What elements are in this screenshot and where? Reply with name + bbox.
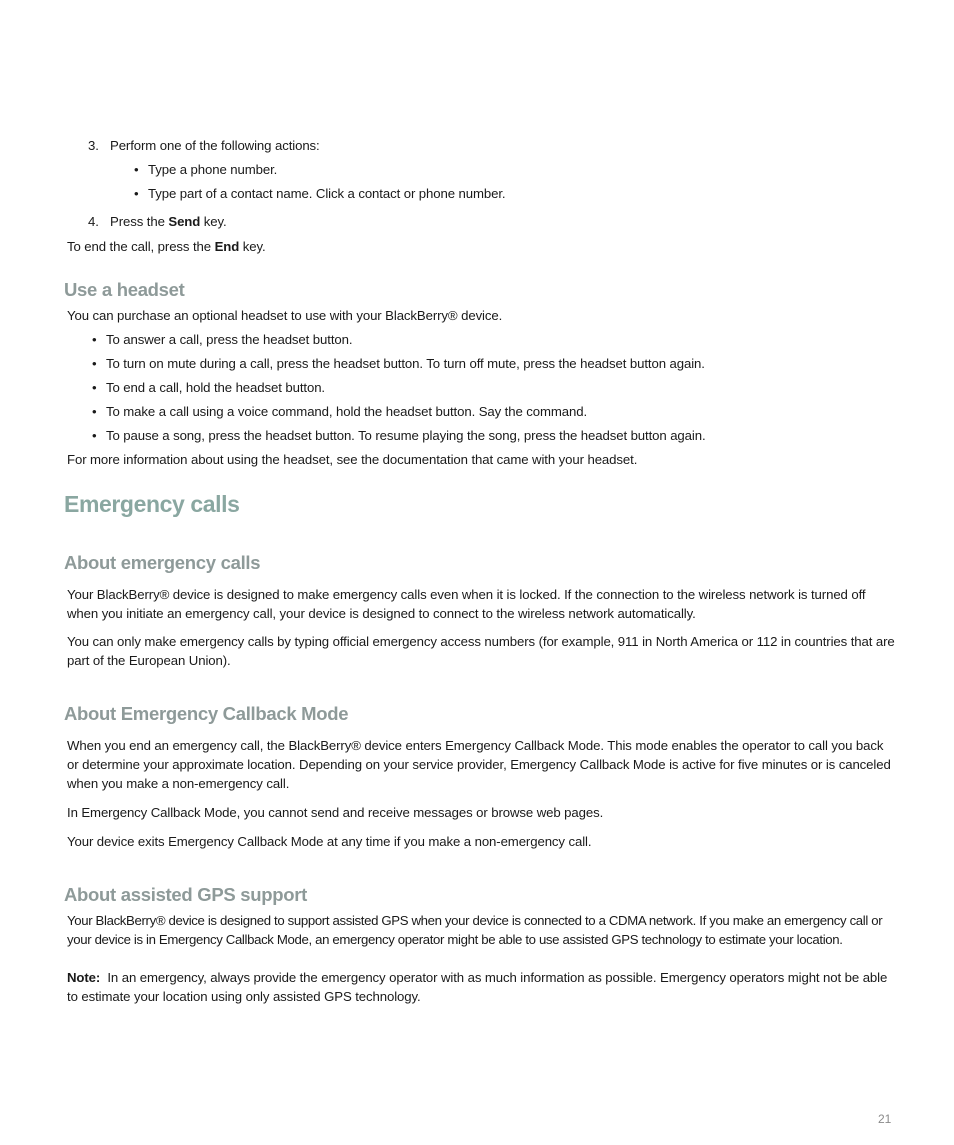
note-text: In an emergency, always provide the emergency operator with as much information as possible. Emergency operators might not be able to estimate your location using only assisted GPS technology. (67, 970, 888, 1004)
page-number: 21 (878, 1112, 892, 1126)
headset-outro: For more information about using the headset, see the documentation that came with your headset. (67, 452, 638, 467)
gps-note (67, 968, 897, 1006)
callback-p3: Your device exits Emergency Callback Mode at any time if you make a non-emergency call. (67, 834, 592, 849)
list-item-text: To make a call using a voice command, hold the headset button. Say the command. (106, 404, 588, 419)
list-item-text: Type part of a contact name. Click a contact or phone number. (148, 186, 506, 201)
callback-p1: When you end an emergency call, the BlackBerry® device enters Emergency Callback Mode. This mode enables the operator to call you back or determine your approximate location. Depending on your service provider, Emergency Callback Mode is active for five minutes or is canceled when you make a non-emergency call. (67, 738, 891, 791)
section-heading-headset: Use a headset (64, 279, 185, 300)
list-item (134, 184, 506, 203)
end-call-text (67, 237, 266, 256)
list-item-text: To answer a call, press the headset button. (106, 332, 353, 347)
list-item (92, 330, 352, 349)
chapter-heading-emergency: Emergency calls (64, 491, 240, 517)
bullet-icon: • (134, 186, 139, 201)
step-text: Press the (110, 214, 169, 229)
about-emergency-p1: Your BlackBerry® device is designed to make emergency calls even when it is locked. If the connection to the wireless network is turned off when you initiate an emergency call, your device is designed to connect to the wireless network automatically. (67, 587, 866, 621)
step-text: key. (200, 214, 227, 229)
gps-p1: Your BlackBerry® device is designed to support assisted GPS when your device is connected to a CDMA network. If you make an emergency call or your device is in Emergency Callback Mode, an emergency operator might be able to use assisted GPS technology to estimate your location. (67, 913, 883, 947)
list-item-text: To pause a song, press the headset button. To resume playing the song, press the headset button again. (106, 428, 706, 443)
bullet-icon: • (92, 428, 97, 443)
text-pre: To end the call, press the (67, 239, 215, 254)
bullet-icon: • (92, 404, 97, 419)
headset-intro: You can purchase an optional headset to use with your BlackBerry® device. (67, 308, 503, 323)
section-heading-about-emergency: About emergency calls (64, 552, 261, 573)
bullet-icon: • (92, 356, 97, 371)
bullet-icon: • (92, 380, 97, 395)
bullet-icon: • (134, 162, 139, 177)
list-item (92, 378, 325, 397)
list-item-text: To end a call, hold the headset button. (106, 380, 325, 395)
about-emergency-p2: You can only make emergency calls by typing official emergency access numbers (for example, 911 in North America or 112 in countries that are part of the European Union). (67, 634, 895, 668)
bullet-icon: • (92, 332, 97, 347)
step-number: 3. (88, 138, 99, 153)
key-name: Send (168, 214, 201, 229)
key-name: End (214, 239, 240, 254)
list-item (92, 354, 705, 373)
step-4 (88, 212, 227, 231)
step-number: 4. (88, 214, 99, 229)
step-3 (88, 136, 320, 155)
list-item-text: To turn on mute during a call, press the headset button. To turn off mute, press the headset button again. (106, 356, 705, 371)
list-item (92, 402, 587, 421)
list-item (92, 426, 706, 445)
text-post: key. (239, 239, 266, 254)
note-label: Note: (67, 970, 101, 985)
section-heading-callback: About Emergency Callback Mode (64, 703, 349, 724)
callback-p2: In Emergency Callback Mode, you cannot send and receive messages or browse web pages. (67, 805, 604, 820)
step-text: Perform one of the following actions: (110, 138, 320, 153)
list-item-text: Type a phone number. (148, 162, 278, 177)
section-heading-gps: About assisted GPS support (64, 884, 308, 905)
list-item (134, 160, 277, 179)
